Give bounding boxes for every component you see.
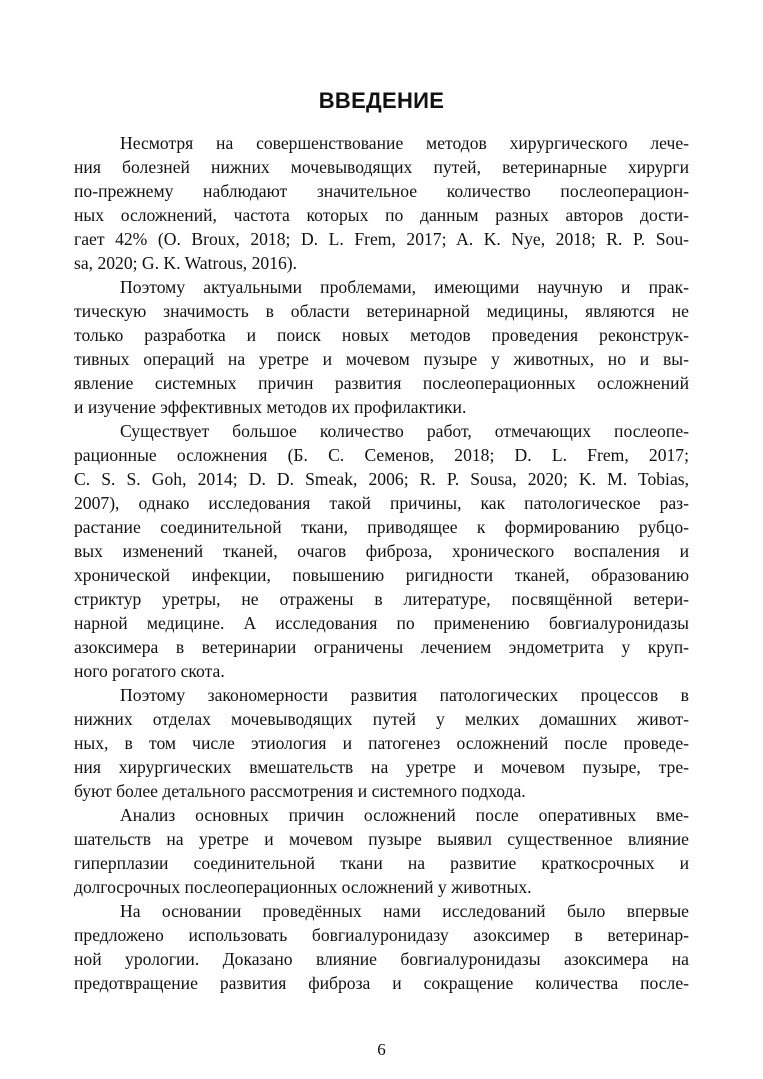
text-line: тическую значимость в области ветеринарной медицины, являются не — [74, 301, 689, 321]
text-line: предотвращение развития фиброза и сокращение количества после- — [74, 973, 689, 993]
text-line: растание соединительной ткани, приводящее к формированию рубцо- — [74, 517, 689, 537]
text-line: Поэтому актуальными проблемами, имеющими научную и прак- — [120, 277, 689, 297]
text-line: гиперплазии соединительной ткани на развитие краткосрочных и — [74, 853, 689, 873]
text-line: по-прежнему наблюдают значительное количество послеоперацион- — [74, 181, 689, 201]
text-line: ной урологии. Доказано влияние бовгиалуронидазы азоксимера на — [74, 949, 689, 969]
text-line: стриктур уретры, не отражены в литературе, посвящённой ветери- — [74, 589, 689, 609]
text-line: нарной медицине. А исследования по применению бовгиалуронидазы — [74, 613, 689, 633]
text-line: буют более детального рассмотрения и системного подхода. — [74, 781, 526, 801]
text-line: вых изменений тканей, очагов фиброза, хронического воспаления и — [74, 541, 689, 561]
text-line: рационные осложнения (Б. С. Семенов, 2018; D. L. Frem, 2017; — [74, 445, 689, 465]
text-line: ных осложнений, частота которых по данным разных авторов дости- — [74, 205, 689, 225]
text-line: sa, 2020; G. K. Watrous, 2016). — [74, 253, 298, 273]
text-line: только разработка и поиск новых методов проведения реконструк- — [74, 325, 689, 345]
text-line: ных, в том числе этиология и патогенез осложнений после проведе- — [74, 733, 689, 753]
text-line: ния хирургических вмешательств на уретре и мочевом пузыре, тре- — [74, 757, 689, 777]
page-number: 6 — [377, 1040, 386, 1059]
text-line: C. S. S. Goh, 2014; D. D. Smeak, 2006; R. P. Sousa, 2020; K. M. Tobias, — [74, 469, 689, 489]
text-line: нижних отделах мочевыводящих путей у мелких домашних живот- — [74, 709, 689, 729]
text-line: ного рогатого скота. — [74, 661, 225, 681]
text-line: тивных операций на уретре и мочевом пузыре у животных, но и вы- — [74, 349, 689, 369]
text-line: гает 42% (O. Broux, 2018; D. L. Frem, 2017; A. K. Nye, 2018; R. P. Sou- — [74, 229, 689, 249]
section-title: ВВЕДЕНИЕ — [318, 88, 445, 113]
text-line: Поэтому закономерности развития патологических процессов в — [120, 685, 689, 705]
text-line: Анализ основных причин осложнений после оперативных вме- — [120, 805, 689, 825]
text-line: азоксимера в ветеринарии ограничены лечением эндометрита у круп- — [74, 637, 689, 657]
text-line: хронической инфекции, повышению ригидности тканей, образованию — [74, 565, 689, 585]
text-line: ния болезней нижних мочевыводящих путей, ветеринарные хирурги — [74, 157, 689, 177]
text-line: предложено использовать бовгиалуронидазу азоксимер в ветеринар- — [74, 925, 689, 945]
text-line: Несмотря на совершенствование методов хирургического лече- — [120, 133, 689, 153]
text-line: явление системных причин развития послеоперационных осложнений — [74, 373, 689, 393]
text-line: Существует большое количество работ, отмечающих послеопе- — [120, 421, 689, 441]
text-line: 2007), однако исследования такой причины, как патологическое раз- — [74, 493, 689, 513]
text-line: шательств на уретре и мочевом пузыре выявил существенное влияние — [74, 829, 689, 849]
text-line: На основании проведённых нами исследований было впервые — [120, 901, 689, 921]
text-line: и изучение эффективных методов их профилактики. — [74, 397, 467, 417]
text-line: долгосрочных послеоперационных осложнений у животных. — [74, 877, 532, 897]
